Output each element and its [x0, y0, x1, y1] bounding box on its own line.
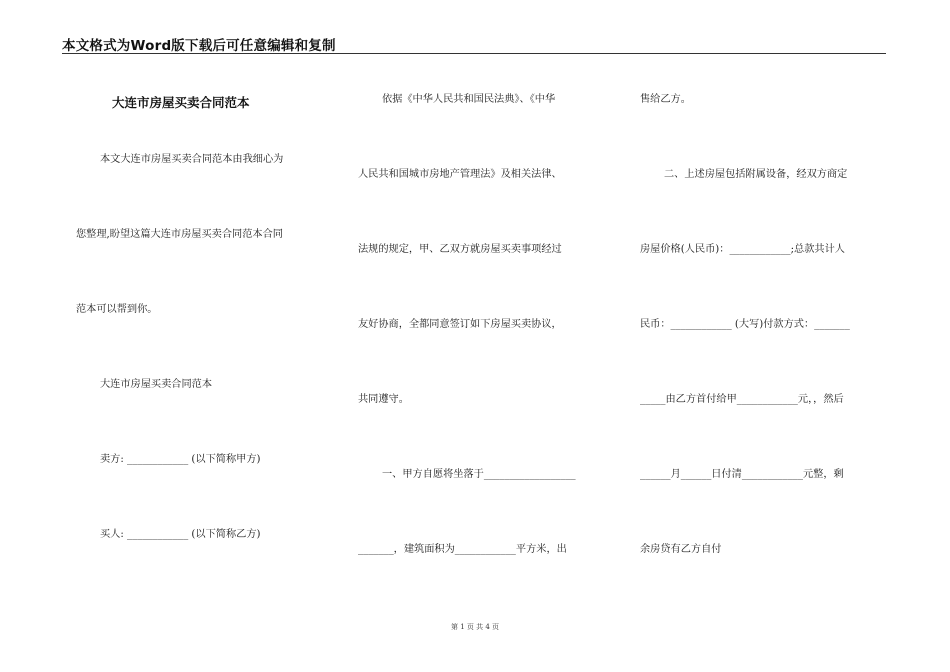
paragraph-line: 范本可以帮到你。	[76, 304, 158, 315]
paragraph-line: 法规的规定，甲、乙双方就房屋买卖事项经过	[358, 244, 562, 255]
paragraph-line: 人民共和国城市房地产管理法》及相关法律、	[358, 169, 562, 180]
page-number: 第 1 页 共 4 页	[450, 623, 500, 631]
payment-line: 余房贷有乙方自付	[640, 544, 722, 555]
paragraph-line: 您整理,盼望这篇大连市房屋买卖合同范本合同	[76, 229, 283, 240]
clause-2-line: 二、上述房屋包括附属设备，经双方商定	[664, 169, 848, 180]
payment-line: 民币：____________ (大写)付款方式：_______	[640, 319, 850, 330]
paragraph-line: 本文大连市房屋买卖合同范本由我细心为	[100, 154, 284, 165]
paragraph-line: 友好协商，全都同意签订如下房屋买卖协议，	[358, 319, 562, 330]
seller-line: 卖方: ____________ (以下简称甲方)	[100, 454, 261, 465]
section-heading: 大连市房屋买卖合同范本	[100, 379, 213, 390]
paragraph-line: 依据《中华人民共和国民法典》、《中华	[382, 94, 556, 105]
download-banner: 本文格式为Word版下载后可任意编辑和复制	[62, 38, 336, 54]
price-line: 房屋价格(人民币)：____________;总款共计人	[640, 244, 845, 255]
payment-line: ______月______日付清____________元整，剩	[640, 469, 844, 480]
buyer-line: 买人: ____________ (以下简称乙方)	[100, 529, 261, 540]
paragraph-line: 售给乙方。	[640, 94, 691, 105]
document-title: 大连市房屋买卖合同范本	[112, 95, 250, 110]
clause-1-line: 一、甲方自愿将坐落于__________________	[382, 469, 576, 480]
clause-1-line: _______，建筑面积为____________平方米，出	[358, 544, 567, 555]
header-rule	[62, 53, 886, 54]
payment-line: _____由乙方首付给甲____________元，，然后	[640, 394, 844, 405]
paragraph-line: 共同遵守。	[358, 394, 409, 405]
